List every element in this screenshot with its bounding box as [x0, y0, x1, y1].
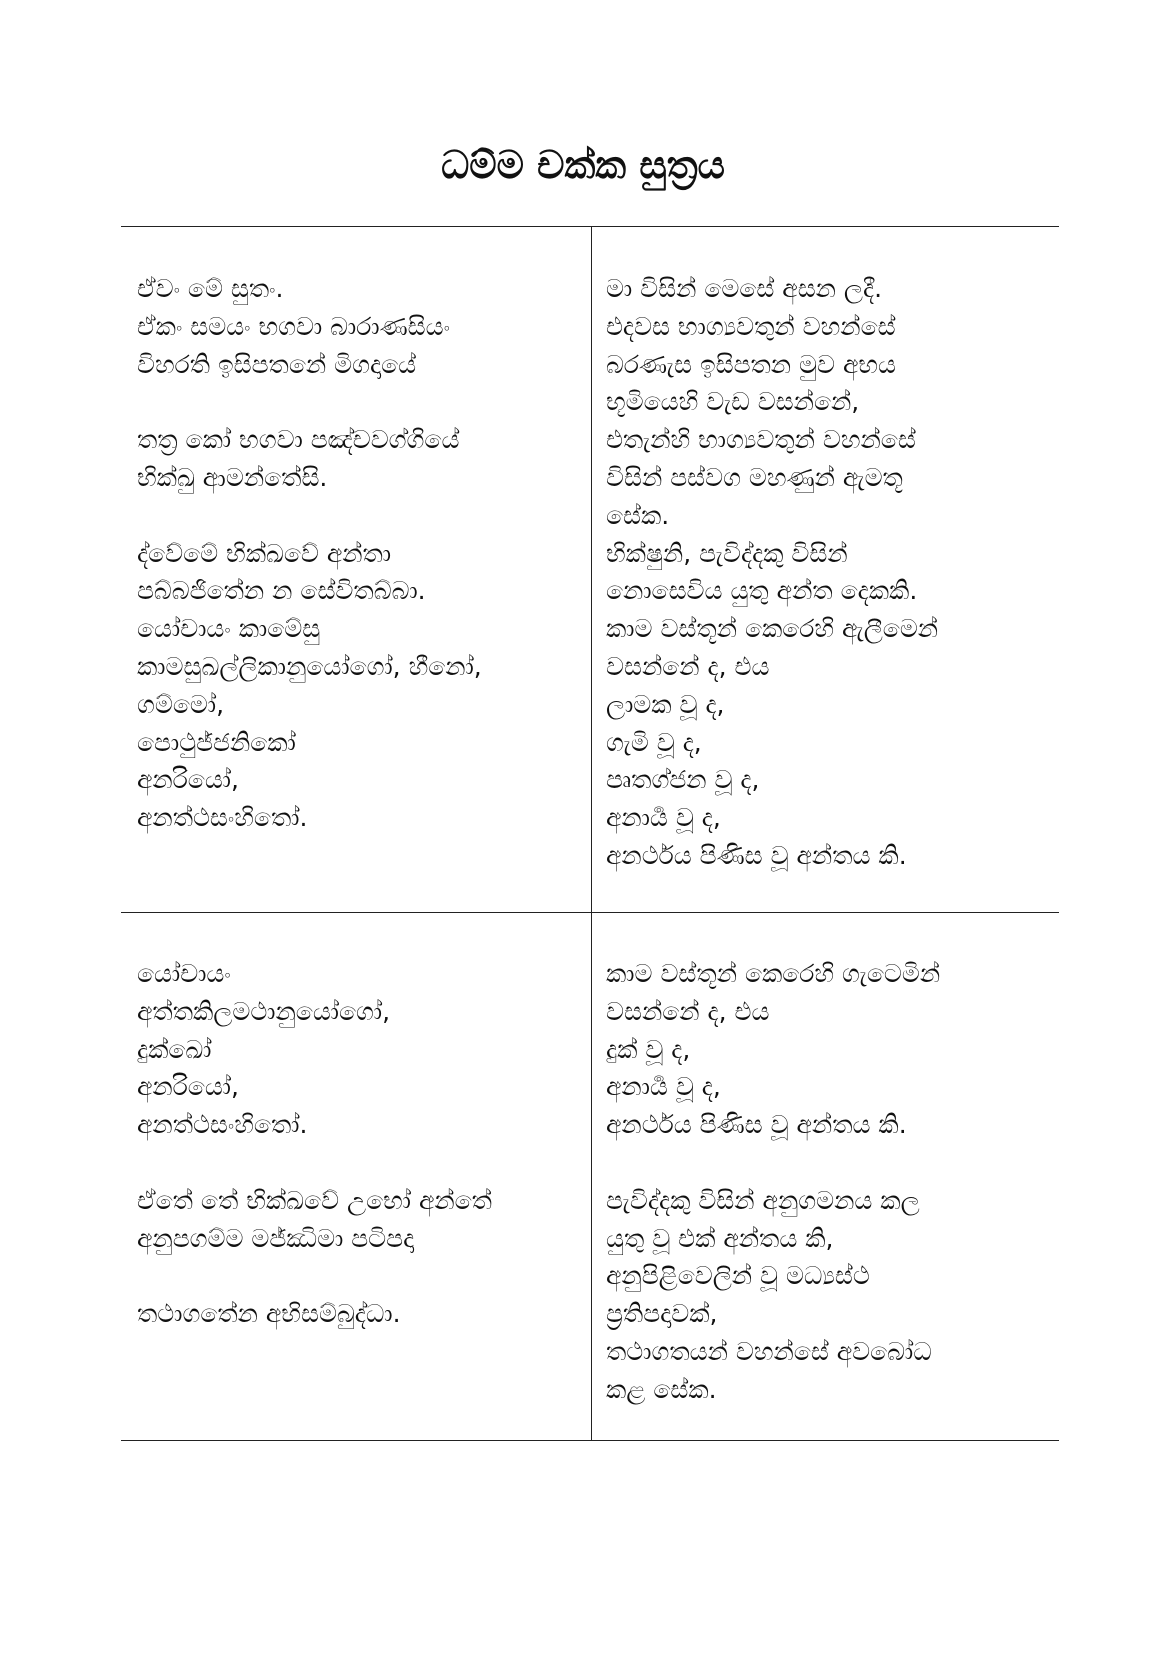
verse-line: බරණැස ඉසිපතන මුව අභය	[606, 349, 896, 379]
stanza-gap	[137, 1144, 492, 1182]
verse-line: තථාගතයන් වහන්සේ අවබෝධ	[606, 1336, 932, 1366]
verse-line: අනත්ථසංහිතෝ.	[137, 1110, 308, 1140]
verse-line: ඒකං සමයං භගවා බාරාණසියං	[137, 311, 450, 341]
verse-line: යුතු වූ එක් අන්තය කි,	[606, 1223, 834, 1253]
verse-line: අනර්ථය පිණිස වූ අන්තය කි.	[606, 1110, 907, 1140]
verse-line: පෘතග්ජන වූ ද,	[606, 765, 760, 795]
verse-line: ද්වේමේ භික්ඛවේ අන්තා	[137, 538, 392, 568]
verse-line: පැවිද්දකු විසින් අනුගමනය කල	[606, 1185, 920, 1215]
verse-line: විහරති ඉසිපතනේ මිගදායේ	[137, 349, 417, 379]
verse-line: වසන්නේ ද, එය	[606, 651, 770, 681]
verse-line: වසන්නේ ද, එය	[606, 996, 770, 1026]
verse-line: නොසෙවිය යුතු අන්ත දෙකකි.	[606, 576, 918, 606]
verse-line: යෝචායං	[137, 959, 231, 988]
verse-line: ගම්මෝ,	[137, 689, 225, 719]
verse-line: අනාර්‍ය වූ ද,	[606, 1072, 721, 1102]
divider-top	[121, 226, 1059, 227]
verse-line: කාම වස්තූන් කෙරෙහි ඇලීමෙන්	[606, 614, 939, 644]
stanza-gap	[137, 383, 482, 421]
verse-line: අත්තකිලමථානුයෝගෝ,	[137, 996, 391, 1026]
verse-line: ඒතේ තේ භික්ඛවේ උභෝ අන්තේ	[137, 1185, 492, 1215]
verse-line: එතැන්හි භාග්‍යවතුන් වහන්සේ	[606, 425, 916, 455]
verse-line: අනරියෝ,	[137, 765, 239, 795]
divider-bottom	[121, 1440, 1059, 1441]
verse-line: කාමසුඛල්ලිකානුයෝගෝ, හීනෝ,	[137, 651, 482, 681]
divider-vertical	[591, 226, 592, 1440]
stanza-gap	[137, 497, 482, 535]
stanza-gap	[606, 1144, 940, 1182]
verse-line: අනුපිළිවෙලින් වූ මධ්‍යස්ථ	[606, 1261, 870, 1291]
verse-line: දුක් වූ ද,	[606, 1034, 691, 1064]
section-2-pali-text	[137, 955, 492, 1333]
verse-line: තත්‍ර කෝ භගවා පඤ්චවග්ගියේ	[137, 425, 460, 455]
verse-line: කාම වස්තූන් කෙරෙහි ගැටෙමින්	[606, 959, 941, 988]
verse-line: විසින් පස්වග මහණුන් ඇමතූ	[606, 462, 903, 492]
section-1-sinhala-translation	[606, 270, 938, 875]
verse-line: අනර්ථය පිණිස වූ අන්තය කි.	[606, 840, 907, 870]
verse-line: ප්‍රතිපදාවක්,	[606, 1299, 718, 1329]
page-title: ධම්ම චක්ක සුත්‍රය	[441, 143, 725, 187]
verse-line: දුක්ඛෝ	[137, 1034, 212, 1064]
verse-line: ලාමක වූ ද,	[606, 689, 725, 719]
verse-line: ඒවං මේ සුතං.	[137, 274, 284, 303]
verse-line: භික්ෂුනි, පැවිද්දකු විසින්	[606, 538, 848, 568]
verse-line: තථාගතේන අභිසම්බුද්ධා.	[137, 1299, 401, 1329]
verse-line: සේක.	[606, 500, 670, 530]
section-2-sinhala-translation	[606, 955, 940, 1409]
section-1-pali-text	[137, 270, 482, 837]
verse-line: ගැමි වූ ද,	[606, 727, 702, 757]
verse-line: භික්ඛු ආමන්තේසි.	[137, 462, 328, 492]
verse-line: අනරියෝ,	[137, 1072, 239, 1102]
verse-line: මා විසින් මෙසේ අසන ලදී.	[606, 274, 883, 303]
verse-line: පොථුජ්ජනිකෝ	[137, 727, 296, 757]
verse-line: පබ්බජිතේන න සේවිතබ්බා.	[137, 576, 426, 606]
verse-line: භූමියෙහි වැඩ වසන්නේ,	[606, 387, 860, 417]
stanza-gap	[137, 1257, 492, 1295]
verse-line: කළ සේක.	[606, 1374, 717, 1404]
verse-line: එදවස භාග්‍යවතුන් වහන්සේ	[606, 311, 896, 341]
verse-line: අනාර්‍ය වූ ද,	[606, 803, 721, 833]
verse-line: අනුපගම්ම මජ්ඣිමා පටිපදා	[137, 1223, 415, 1253]
verse-line: අනත්ථසංහිතෝ.	[137, 803, 308, 833]
verse-line: යෝචායං කාමේසු	[137, 614, 321, 644]
divider-middle	[121, 912, 1059, 913]
